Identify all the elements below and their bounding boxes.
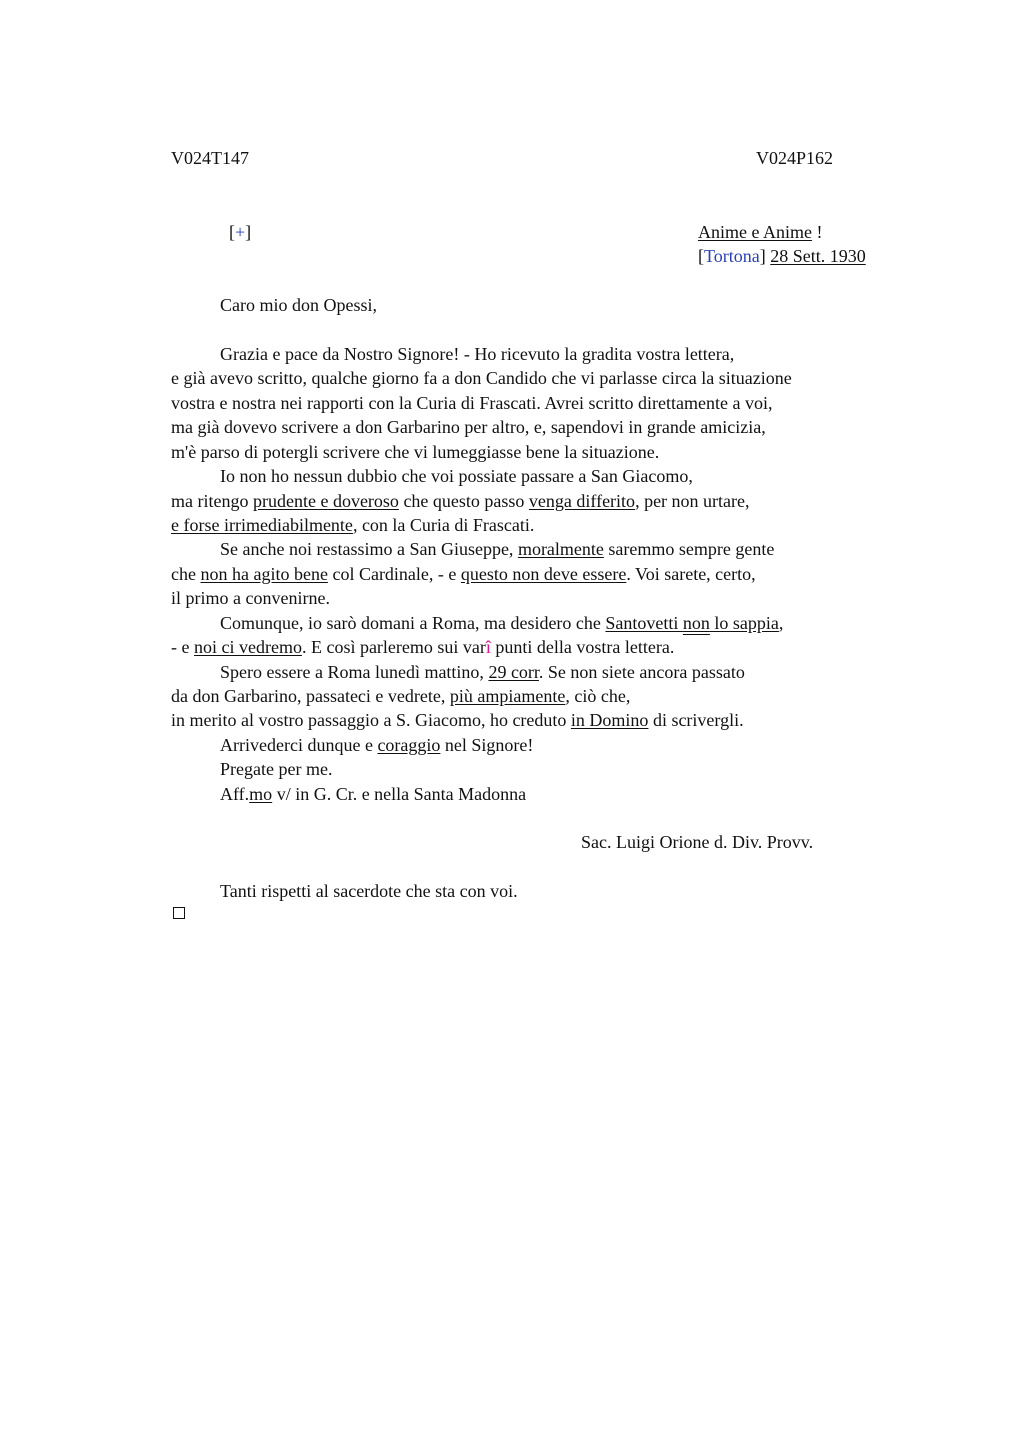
text-run: , ciò che,: [565, 686, 631, 706]
text-run: Comunque, io sarò domani a Roma, ma desidero che: [220, 613, 606, 633]
underlined-text: mo: [249, 784, 273, 804]
underlined-text: noi ci vedremo: [193, 637, 302, 657]
text-run: in merito al vostro passaggio a S. Giacomo, ho creduto: [171, 710, 571, 730]
body-line: ma già dovevo scrivere a don Garbarino per altro, e, sapendovi in grande amicizia,: [171, 417, 766, 437]
text-run: - e: [171, 637, 194, 657]
document-code-left: V024T147: [171, 148, 249, 168]
text-run: punti della vostra lettera.: [490, 637, 675, 657]
body-line: m'è parso di potergli scrivere che vi lumeggiasse bene la situazione.: [171, 442, 660, 462]
underlined-text: venga differito: [528, 491, 636, 511]
body-line: e già avevo scritto, qualche giorno fa a don Candido che vi parlasse circa la situazione: [171, 368, 792, 388]
marker-bracket-open: [: [229, 222, 235, 242]
signature: Sac. Luigi Orione d. Div. Provv.: [581, 832, 814, 852]
text-run: nel Signore!: [440, 735, 534, 755]
text-run: v/ in G. Cr. e nella Santa Madonna: [272, 784, 527, 804]
place-link[interactable]: Tortona: [704, 246, 760, 266]
text-run: ,: [778, 613, 784, 633]
text-run: che: [171, 564, 201, 584]
underlined-text: e forse irrimediabilmente: [171, 515, 353, 535]
body-line: vostra e nostra nei rapporti con la Curia di Frascati. Avrei scritto direttamente a voi,: [171, 393, 773, 413]
plus-link[interactable]: +: [235, 222, 246, 242]
postscript: Tanti rispetti al sacerdote che sta con voi.: [220, 881, 518, 901]
document-code-right: V024P162: [756, 148, 834, 168]
text-run: Arrivederci dunque e: [220, 735, 378, 755]
place-bracket-close: ]: [759, 246, 771, 266]
text-run: da don Garbarino, passateci e vedrete,: [171, 686, 450, 706]
marker-bracket-close: ]: [245, 222, 252, 242]
underlined-text: Santovetti: [605, 613, 683, 633]
text-run: col Cardinale, - e: [327, 564, 461, 584]
end-marker-checkbox-icon: [173, 907, 185, 919]
body-line: Pregate per me.: [220, 759, 333, 779]
place-bracket-open: [: [698, 246, 704, 266]
letter-date: 28 Sett. 1930: [770, 246, 866, 266]
body-line: [171, 513, 534, 537]
body-line: Io non ho nessun dubbio che voi possiate passare a San Giacomo,: [220, 466, 693, 486]
body-line: [220, 782, 526, 806]
underlined-text: 29 corr: [488, 662, 539, 682]
underlined-text: in Domino: [570, 710, 649, 730]
text-run: Spero essere a Roma lunedì mattino,: [220, 662, 489, 682]
body-line: [171, 635, 674, 659]
text-run: , per non urtare,: [635, 491, 750, 511]
body-line: [220, 611, 783, 635]
underlined-text: moralmente: [517, 539, 604, 559]
underlined-text: prudente e doveroso: [252, 491, 399, 511]
salutation: Caro mio don Opessi,: [220, 295, 377, 315]
title-text: Anime e Anime: [698, 222, 812, 242]
text-run: Se anche noi restassimo a San Giuseppe,: [220, 539, 518, 559]
underlined-text: coraggio: [377, 735, 441, 755]
body-line: il primo a convenirne.: [171, 588, 330, 608]
body-line: [220, 660, 745, 684]
body-line: [220, 537, 774, 561]
underlined-text: questo non deve essere: [460, 564, 627, 584]
body-line: [171, 562, 756, 586]
letter-title: [698, 222, 822, 243]
body-line: Grazia e pace da Nostro Signore! - Ho ricevuto la gradita vostra lettera,: [220, 344, 735, 364]
text-run: Aff.: [220, 784, 250, 804]
text-run: . E così parleremo sui var: [301, 637, 486, 657]
body-line: [171, 708, 744, 732]
body-line: [171, 684, 630, 708]
underlined-text: lo sappia: [709, 613, 779, 633]
text-run: ma ritengo: [171, 491, 253, 511]
text-run: . Voi sarete, certo,: [626, 564, 756, 584]
title-exclaim: !: [811, 222, 823, 242]
text-run: che questo passo: [398, 491, 529, 511]
underlined-text: più ampiamente: [449, 686, 566, 706]
body-line: [220, 733, 533, 757]
underlined-text: non ha agito bene: [200, 564, 328, 584]
text-run: . Se non siete ancora passato: [538, 662, 745, 682]
highlighted-char: î: [485, 637, 491, 657]
plus-marker: [229, 222, 251, 243]
text-run: , con la Curia di Frascati.: [352, 515, 535, 535]
text-run: saremmo sempre gente: [603, 539, 775, 559]
double-underlined-text: non: [682, 613, 710, 633]
text-run: di scrivergli.: [648, 710, 744, 730]
place-date: [698, 246, 866, 267]
body-line: [171, 489, 750, 513]
